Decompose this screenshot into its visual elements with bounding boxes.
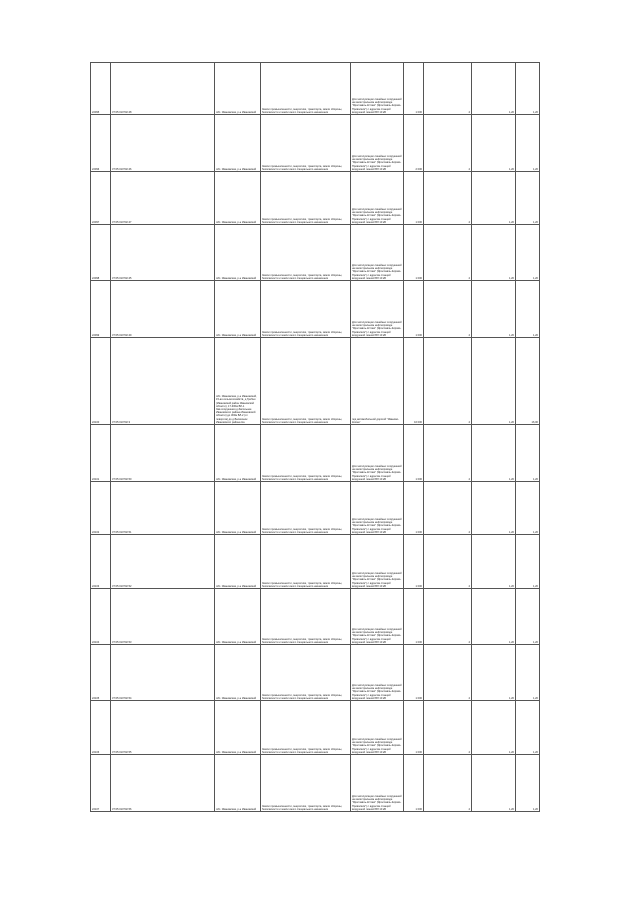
location-cell: обл. Ивановская, р-н Ивановский, 15-ая сельскохозяйств, д.Гребни (Ивановский район Ивановской области), 17-300м ВЛ-1 Зав.сооружения д.Запольнее Ивановского района Ивановской области) до 300м ВЛ-2 (от поворота) до д.Балахонок Ивановского района На (215, 338, 261, 425)
coefficient-cell: 4 (424, 115, 472, 172)
table-row (91, 425, 540, 482)
rate-cell: 1,20 (472, 338, 516, 425)
land-category-cell: Земли промышленности, энергетики, транспорта, земли обороны, безопасности и земли иного специального назначения (261, 701, 351, 755)
table-row (91, 482, 540, 535)
land-category-cell: Земли промышленности, энергетики, транспорта, земли обороны, безопасности и земли иного специального назначения (261, 645, 351, 701)
row-id-cell: 22095 (91, 63, 111, 115)
total-cell: 1,20 (516, 225, 540, 281)
rate-cell: 1,20 (472, 115, 516, 172)
permitted-use-cell: Для эксплуатации линейных сооружений на магистральном нефтепроводе "Ярославль-Кстово" (Ярославль-Кирово-Приволжск") с адресом станций воздушной линией ВЛ 10 кВ (351, 535, 404, 589)
cadastral-number-cell: 37:05:010702:53 (111, 589, 215, 645)
coefficient-cell: 4 (424, 589, 472, 645)
land-category-cell: Земли промышленности, энергетики, транспорта, земли обороны, безопасности и земли иного специального назначения (261, 63, 351, 115)
area-cell: 1 000 (404, 701, 424, 755)
permitted-use-cell: Для эксплуатации линейных сооружений на магистральном нефтепроводе "Ярославль-Кстово" (Ярославль-Кирово-Приволжск") с адресом станций воздушной линией ВЛ 10 кВ (351, 63, 404, 115)
table-row (91, 645, 540, 701)
cadastral-number-cell: 37:05:010702:3 (111, 338, 215, 425)
total-cell: 1,20 (516, 281, 540, 338)
coefficient-cell: 4 (424, 701, 472, 755)
land-plot-table-sheet (90, 62, 539, 812)
total-cell: 1,20 (516, 535, 540, 589)
cadastral-number-cell: 37:05:010702:46 (111, 115, 215, 172)
location-cell: обл. Ивановская, р-н Ивановский (215, 172, 261, 225)
area-cell: 16 000 (404, 338, 424, 425)
table-row (91, 535, 540, 589)
coefficient-cell: 4 (424, 535, 472, 589)
coefficient-cell: 4 (424, 338, 472, 425)
land-category-cell: Земли промышленности, энергетики, транспорта, земли обороны, безопасности и земли иного специального назначения (261, 172, 351, 225)
area-cell: 1 000 (404, 425, 424, 482)
cadastral-number-cell: 37:05:010702:45 (111, 225, 215, 281)
permitted-use-cell: Для эксплуатации линейных сооружений на магистральном нефтепроводе "Ярославль-Кстово" (Ярославль-Кирово-Приволжск") с адресом станций воздушной линией ВЛ 10 кВ (351, 701, 404, 755)
area-cell: 2 000 (404, 115, 424, 172)
permitted-use-cell: Для эксплуатации линейных сооружений на магистральном нефтепроводе "Ярославль-Кстово" (Ярославль-Кирово-Приволжск") с адресом станций воздушной линией ВЛ 10 кВ (351, 281, 404, 338)
row-id-cell: 22105 (91, 645, 111, 701)
area-cell: 1 000 (404, 281, 424, 338)
coefficient-cell: 4 (424, 755, 472, 812)
area-cell: 1 000 (404, 63, 424, 115)
total-cell: 16,00 (516, 338, 540, 425)
cadastral-number-cell: 37:05:010702:52 (111, 535, 215, 589)
total-cell: 1,20 (516, 63, 540, 115)
area-cell: 1 000 (404, 482, 424, 535)
row-id-cell: 22104 (91, 589, 111, 645)
rate-cell: 1,20 (472, 701, 516, 755)
row-id-cell: 22102 (91, 482, 111, 535)
area-cell: 1 000 (404, 645, 424, 701)
row-id-cell: 22103 (91, 535, 111, 589)
permitted-use-cell: Для эксплуатации линейных сооружений на магистральном нефтепроводе "Ярославль-Кстово" (Ярославль-Кирово-Приволжск") с адресом станций воздушной линией ВЛ 10 кВ (351, 645, 404, 701)
cadastral-number-cell: 37:05:010702:48 (111, 63, 215, 115)
row-id-cell: 22107 (91, 755, 111, 812)
total-cell: 1,20 (516, 172, 540, 225)
total-cell: 1,20 (516, 701, 540, 755)
total-cell: 1,20 (516, 645, 540, 701)
location-cell: обл. Ивановская, р-н Ивановский (215, 115, 261, 172)
location-cell: обл. Ивановская, р-н Ивановский (215, 482, 261, 535)
rate-cell: 1,20 (472, 645, 516, 701)
land-category-cell: Земли промышленности, энергетики, транспорта, земли обороны, безопасности и земли иного специального назначения (261, 535, 351, 589)
coefficient-cell: 4 (424, 425, 472, 482)
cadastral-number-cell: 37:05:010702:55 (111, 701, 215, 755)
land-category-cell: Земли промышленности, энергетики, транспорта, земли обороны, безопасности и земли иного специального назначения (261, 225, 351, 281)
table-row (91, 701, 540, 755)
row-id-cell: 22099 (91, 281, 111, 338)
permitted-use-cell: Для эксплуатации линейных сооружений на магистральном нефтепроводе "Ярославль-Кстово" (Ярославль-Кирово-Приволжск") с адресом станций воздушной линией ВЛ 10 кВ (351, 589, 404, 645)
area-cell: 1 000 (404, 755, 424, 812)
permitted-use-cell: Для эксплуатации линейных сооружений на магистральном нефтепроводе "Ярославль-Кстово" (Ярославль-Кирово-Приволжск") с адресом станций воздушной линией ВЛ 10 кВ (351, 755, 404, 812)
row-id-cell: 22096 (91, 115, 111, 172)
permitted-use-cell: Для эксплуатации линейных сооружений на магистральном нефтепроводе "Ярославль-Кстово" (Ярославль-Кирово-Приволжск") с адресом станций воздушной линией ВЛ 10 кВ (351, 482, 404, 535)
permitted-use-cell: Для эксплуатации линейных сооружений на магистральном нефтепроводе "Ярославль-Кстово" (Ярославль-Кирово-Приволжск") с адресом станций воздушной линией ВЛ 10 кВ (351, 172, 404, 225)
land-category-cell: Земли промышленности, энергетики, транспорта, земли обороны, безопасности и земли иного специального назначения (261, 115, 351, 172)
rate-cell: 1,20 (472, 535, 516, 589)
cadastral-number-cell: 37:05:010702:56 (111, 755, 215, 812)
coefficient-cell: 4 (424, 172, 472, 225)
coefficient-cell: 4 (424, 645, 472, 701)
table-row (91, 338, 540, 425)
permitted-use-cell: Для эксплуатации линейных сооружений на магистральном нефтепроводе "Ярославль-Кстово" (Ярославль-Кирово-Приволжск") с адресом станций воздушной линией ВЛ 10 кВ (351, 425, 404, 482)
row-id-cell: 22097 (91, 172, 111, 225)
total-cell: 1,20 (516, 755, 540, 812)
rate-cell: 1,20 (472, 63, 516, 115)
location-cell: обл. Ивановская, р-н Ивановский (215, 535, 261, 589)
land-category-cell: Земли промышленности, энергетики, транспорта, земли обороны, безопасности и земли иного специального назначения (261, 281, 351, 338)
row-id-cell: 22101 (91, 425, 111, 482)
table-row (91, 172, 540, 225)
table-row (91, 281, 540, 338)
area-cell: 1 000 (404, 535, 424, 589)
total-cell: 1,20 (516, 425, 540, 482)
cadastral-number-cell: 37:05:010702:51 (111, 482, 215, 535)
land-category-cell: Земли промышленности, энергетики, транспорта, земли обороны, безопасности и земли иного специального назначения (261, 425, 351, 482)
total-cell: 1,20 (516, 589, 540, 645)
coefficient-cell: 4 (424, 482, 472, 535)
permitted-use-cell: Для эксплуатации линейных сооружений на магистральном нефтепроводе "Ярославль-Кстово" (Ярославль-Кирово-Приволжск") с адресом станций воздушной линией ВЛ 10 кВ (351, 225, 404, 281)
cadastral-number-cell: 37:05:010702:47 (111, 172, 215, 225)
location-cell: обл. Ивановская, р-н Ивановский (215, 225, 261, 281)
permitted-use-cell: Для эксплуатации линейных сооружений на магистральном нефтепроводе "Ярославль-Кстово" (Ярославль-Кирово-Приволжск") с адресом станций воздушной линией ВЛ 10 кВ (351, 115, 404, 172)
location-cell: обл. Ивановская, р-н Ивановский (215, 63, 261, 115)
location-cell: обл. Ивановская, р-н Ивановский (215, 589, 261, 645)
land-plot-table (90, 62, 540, 812)
land-category-cell: Земли промышленности, энергетики, транспорта, земли обороны, безопасности и земли иного специального назначения (261, 338, 351, 425)
cadastral-number-cell: 37:05:010702:54 (111, 645, 215, 701)
location-cell: обл. Ивановская, р-н Ивановский (215, 645, 261, 701)
land-category-cell: Земли промышленности, энергетики, транспорта, земли обороны, безопасности и земли иного специального назначения (261, 589, 351, 645)
land-category-cell: Земли промышленности, энергетики, транспорта, земли обороны, безопасности и земли иного специального назначения (261, 482, 351, 535)
row-id-cell: 22100 (91, 338, 111, 425)
location-cell: обл. Ивановская, р-н Ивановский (215, 281, 261, 338)
land-category-cell: Земли промышленности, энергетики, транспорта, земли обороны, безопасности и земли иного специального назначения (261, 755, 351, 812)
rate-cell: 1,20 (472, 172, 516, 225)
coefficient-cell: 4 (424, 225, 472, 281)
table-row (91, 589, 540, 645)
area-cell: 1 000 (404, 172, 424, 225)
table-row (91, 63, 540, 115)
rate-cell: 1,20 (472, 425, 516, 482)
rate-cell: 1,20 (472, 589, 516, 645)
coefficient-cell: 4 (424, 281, 472, 338)
location-cell: обл. Ивановская, р-н Ивановский (215, 755, 261, 812)
location-cell: обл. Ивановская, р-н Ивановский (215, 701, 261, 755)
rate-cell: 1,20 (472, 755, 516, 812)
table-row (91, 115, 540, 172)
row-id-cell: 22106 (91, 701, 111, 755)
table-row (91, 755, 540, 812)
coefficient-cell: 4 (424, 63, 472, 115)
cadastral-number-cell: 37:05:010702:49 (111, 281, 215, 338)
row-id-cell: 22098 (91, 225, 111, 281)
area-cell: 1 000 (404, 225, 424, 281)
cadastral-number-cell: 37:05:010702:50 (111, 425, 215, 482)
total-cell: 1,20 (516, 482, 540, 535)
rate-cell: 1,20 (472, 225, 516, 281)
location-cell: обл. Ивановская, р-н Ивановский (215, 425, 261, 482)
total-cell: 1,20 (516, 115, 540, 172)
area-cell: 1 000 (404, 589, 424, 645)
rate-cell: 1,20 (472, 482, 516, 535)
table-row (91, 225, 540, 281)
rate-cell: 1,20 (472, 281, 516, 338)
permitted-use-cell: под автомобильной дорогой "Иваново-Кохма" (351, 338, 404, 425)
